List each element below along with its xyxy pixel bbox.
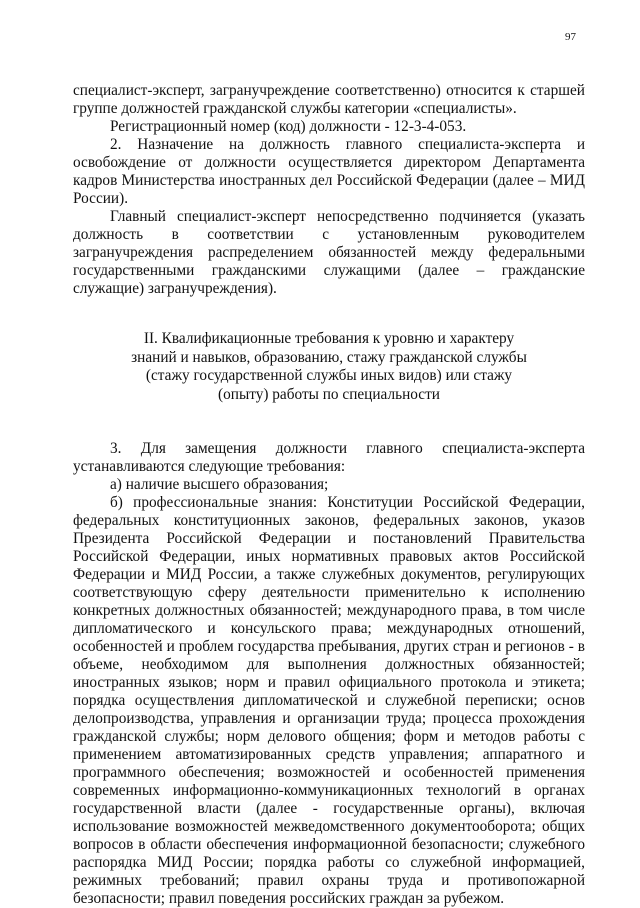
section-heading-line: II. Квалификационные требования к уровню и характеру <box>143 330 515 347</box>
paragraph-requirements-intro: 3. Для замещения должности главного специалиста-эксперта устанавливаются следующие требования: <box>73 440 585 475</box>
paragraph-requirement-knowledge: б) профессиональные знания: Конституции Российской Федерации, федеральных конституционных законов, федеральных законов, указов Президента Российской Федерации и постановлений Правительства Российской Федерации, иных нормативных правовых актов Российской Федерации и МИД России, а также служебных документов, регулирующих соответствующую сферу деятельности применительно к исполнению конкретных должностных обязанностей; международного права, в том числе дипломатического и консульского права; международных отношений, особенностей и проблем государства пребывания, других стран и регионов - в объеме, необходимом для выполнения должностных обязанностей; иностранных языков; норм и правил официального протокола и этикета; порядка осуществления дипломатической и служебной переписки; основ делопроизводства, управления и организации труда; процесса прохождения гражданской службы; норм делового общения; форм и методов работы с применением автоматизированных средств управления; аппаратного и программного обеспечения; возможностей и особенностей применения современных информационно-коммуникационных технологий в органах государственной власти (далее - государственные органы), включая использование возможностей межведомственного документооборота; общих вопросов в области обеспечения информационной безопасности; служебного распорядка МИД России; порядка работы со служебной информацией, режимных требований; правил охраны труда и противопожарной безопасности; правил поведения российских граждан за рубежом. <box>73 494 585 907</box>
section-heading <box>73 330 585 404</box>
section-heading-line: (опыту) работы по специальности <box>218 385 440 403</box>
page-number: 97 <box>565 31 576 43</box>
paragraph-subordination: Главный специалист-эксперт непосредственно подчиняется (указать должность в соответствии с установленным руководителем загранучреждения распределением обязанностей между федеральными государственными гражданскими служащими (далее – гражданские служащие) загранучреждения). <box>73 208 585 297</box>
paragraph-category: специалист-эксперт, загранучреждение соответственно) относится к старшей группе должностей гражданской службы категории «специалисты». <box>73 82 585 117</box>
section-heading-line: знаний и навыков, образованию, стажу гражданской службы <box>131 348 527 366</box>
paragraph-appointment: 2. Назначение на должность главного специалиста-эксперта и освобождение от должности осуществляется директором Департамента кадров Министерства иностранных дел Российской Федерации (далее – МИД России). <box>73 136 585 207</box>
section-heading-line: (стажу государственной службы иных видов) или стажу <box>145 367 513 384</box>
paragraph-registration-number: Регистрационный номер (код) должности - 12-3-4-053. <box>110 118 467 135</box>
document-body <box>73 82 585 908</box>
paragraph-requirement-education: а) наличие высшего образования; <box>110 476 329 493</box>
